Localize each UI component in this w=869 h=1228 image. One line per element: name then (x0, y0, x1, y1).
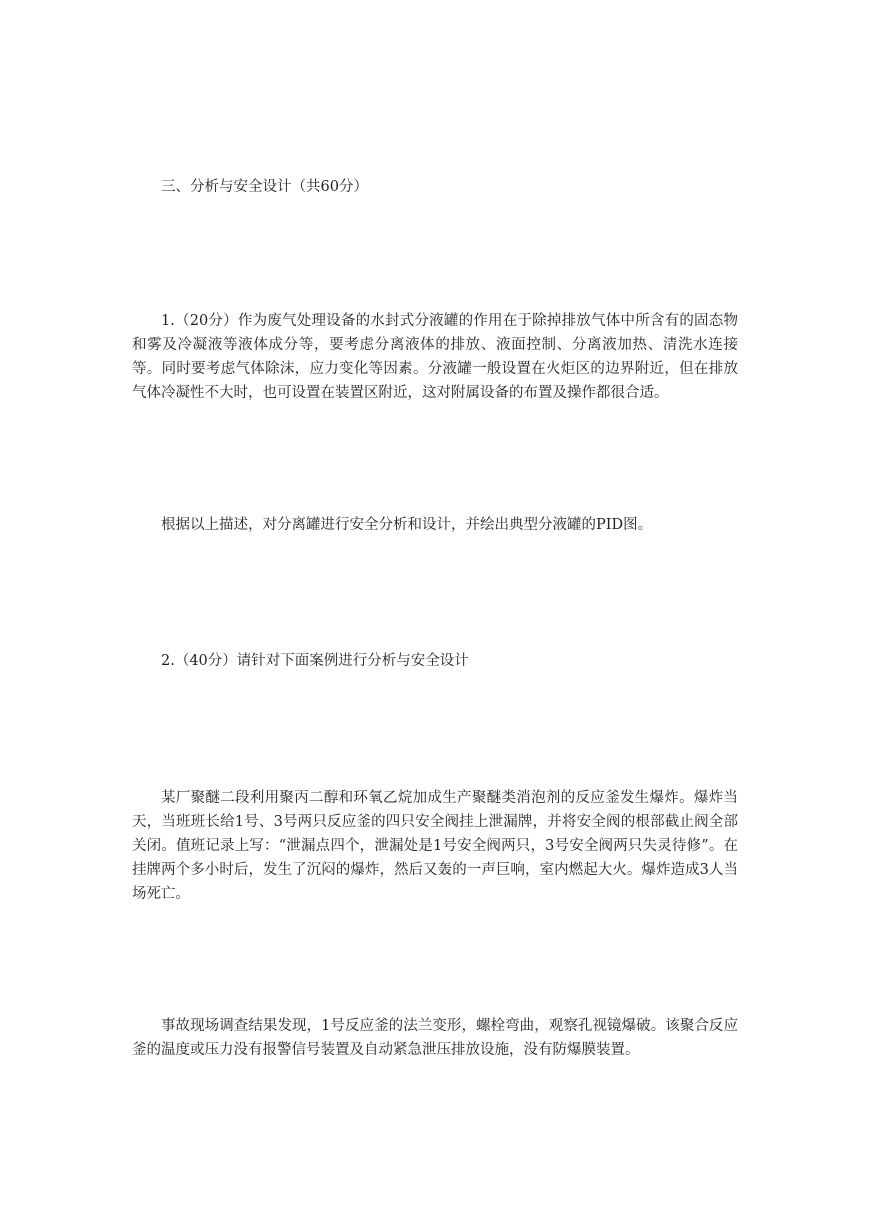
question-2-case-description: 某厂聚醚二段利用聚丙二醇和环氧乙烷加成生产聚醚类消泡剂的反应釜发生爆炸。爆炸当天，当班班长给1号、3号两只反应釜的四只安全阀挂上泄漏牌，并将安全阀的根部截止阀全部关闭。值班记录上写：“泄漏点四个，泄漏处是1号安全阀两只，3号安全阀两只失灵待修”。在挂牌两个多小时后，发生了沉闷的爆炸，然后又轰的一声巨响，室内燃起大火。爆炸造成3人当场死亡。 (132, 790, 738, 902)
question-2-text: 2.（40分）请针对下面案例进行分析与安全设计 (161, 653, 469, 669)
section-heading: 三、分析与安全设计（共60分） (161, 179, 368, 195)
question-1-text: 1.（20分）作为废气处理设备的水封式分液罐的作用在于除掉排放气体中所含有的固态物和雾及冷凝液等液体成分等，要考虑分离液体的排放、液面控制、分离液加热、清洗水连接等。同时要考虑气体除沫，应力变化等因素。分液罐一般设置在火炬区的边界附近，但在排放气体冷凝性不大时，也可设置在装置区附近，这对附属设备的布置及操作都很合适。 (132, 313, 738, 401)
question-1-task: 根据以上描述，对分离罐进行安全分析和设计，并绘出典型分液罐的PID图。 (161, 517, 653, 533)
question-2-investigation: 事故现场调查结果发现，1号反应釜的法兰变形，螺栓弯曲，观察孔视镜爆破。该聚合反应釜的温度或压力没有报警信号装置及自动紧急泄压排放设施，没有防爆膜装置。 (132, 1018, 738, 1058)
